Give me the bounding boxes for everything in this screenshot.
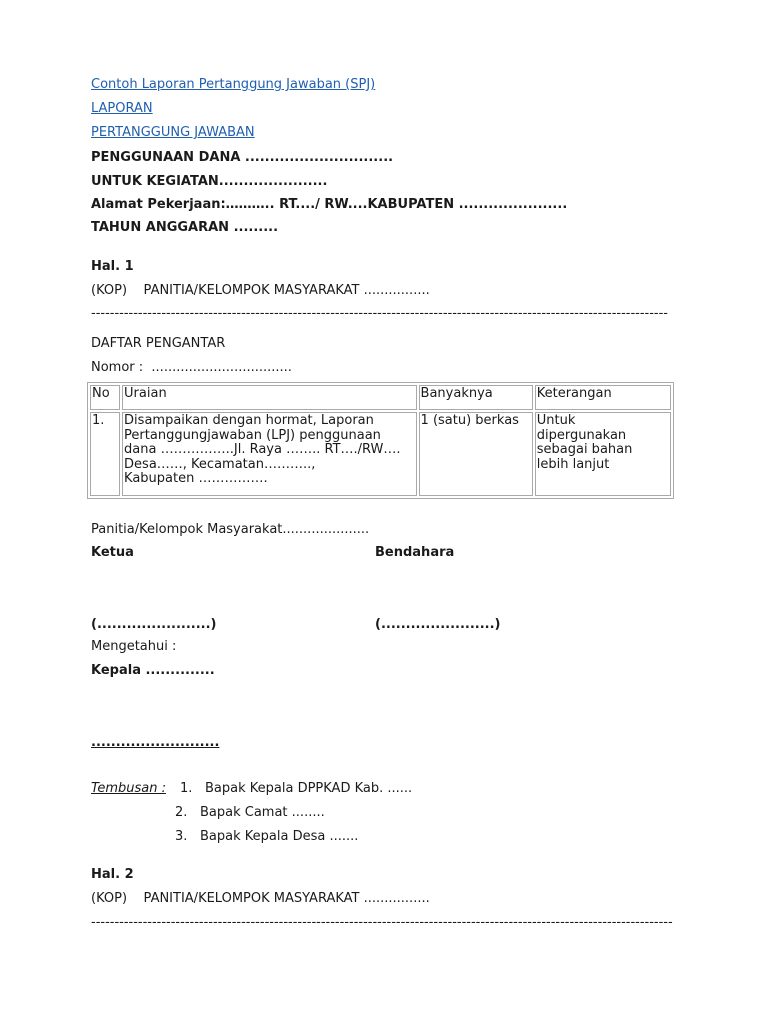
uraian-line: Pertanggungjawaban (LPJ) penggunaan xyxy=(124,427,381,443)
header-keterangan: Keterangan xyxy=(535,385,671,410)
keterangan-line: lebih lanjut xyxy=(536,456,610,472)
tembusan-num-3: 3. xyxy=(175,829,188,844)
dash-separator-2: ---------------------------------------------------------------------------------------------------------------------------- xyxy=(91,915,673,930)
hal-1-label: Hal. 1 xyxy=(91,259,134,274)
pertanggung-jawaban-link[interactable]: PERTANGGUNG JAWABAN xyxy=(91,125,255,140)
table-row xyxy=(90,412,671,496)
kop-line-1: (KOP) PANITIA/KELOMPOK MASYARAKAT ................ xyxy=(91,283,430,298)
table-header-row xyxy=(90,385,671,410)
pengantar-table xyxy=(87,382,674,499)
uraian-line: Disampaikan dengan hormat, Laporan xyxy=(124,413,374,428)
uraian-line: Desa……, Kecamatan……….., xyxy=(124,456,316,472)
keterangan-line: dipergunakan xyxy=(536,427,627,443)
row-keterangan xyxy=(535,412,671,496)
penggunaan-dana-line: PENGGUNAAN DANA .............................. xyxy=(91,150,394,165)
kepala-signature-blank: .......................... xyxy=(91,735,220,750)
panitia-line: Panitia/Kelompok Masyarakat..................... xyxy=(91,522,370,537)
kepala-label: Kepala .............. xyxy=(91,663,215,678)
header-uraian: Uraian xyxy=(122,385,417,410)
tembusan-item-1: Bapak Kepala DPPKAD Kab. ...... xyxy=(205,781,413,796)
ketua-signature-blank: (.......................) xyxy=(91,617,217,632)
row-uraian xyxy=(122,412,417,496)
tembusan-num-2: 2. xyxy=(175,805,188,820)
ketua-label: Ketua xyxy=(91,545,134,560)
header-banyaknya: Banyaknya xyxy=(419,385,533,410)
header-no: No xyxy=(90,385,120,410)
hal-2-label: Hal. 2 xyxy=(91,867,134,882)
bendahara-label: Bendahara xyxy=(375,545,455,560)
tembusan-num-1: 1. xyxy=(180,781,193,796)
alamat-pekerjaan-line: Alamat Pekerjaan:……….. RT..../ RW....KABUPATEN ...................... xyxy=(91,197,568,212)
daftar-pengantar-heading: DAFTAR PENGANTAR xyxy=(91,336,226,351)
tembusan-label: Tembusan : xyxy=(91,781,166,796)
mengetahui-label: Mengetahui : xyxy=(91,639,177,654)
uraian-line: Kabupaten ……………. xyxy=(124,471,268,486)
title-link[interactable]: Contoh Laporan Pertanggung Jawaban (SPJ) xyxy=(91,77,376,92)
tembusan-item-2: Bapak Camat ........ xyxy=(200,805,325,820)
tembusan-item-3: Bapak Kepala Desa ....... xyxy=(200,829,359,844)
keterangan-line: sebagai bahan xyxy=(536,442,633,457)
nomor-line: Nomor : .................................. xyxy=(91,360,292,375)
dash-separator-1: --------------------------------------------------------------------------------------------------------------------------- xyxy=(91,306,668,321)
uraian-line: dana ……………..Jl. Raya …….. RT…./RW…. xyxy=(124,442,401,457)
untuk-kegiatan-line: UNTUK KEGIATAN...................... xyxy=(91,174,328,189)
bendahara-signature-blank: (.......................) xyxy=(375,617,501,632)
row-banyaknya: 1 (satu) berkas xyxy=(419,412,533,496)
row-no: 1. xyxy=(90,412,120,496)
laporan-link[interactable]: LAPORAN xyxy=(91,101,153,116)
keterangan-line: Untuk xyxy=(536,413,576,428)
kop-line-2: (KOP) PANITIA/KELOMPOK MASYARAKAT ................ xyxy=(91,891,430,906)
tahun-anggaran-line: TAHUN ANGGARAN ......... xyxy=(91,220,279,235)
